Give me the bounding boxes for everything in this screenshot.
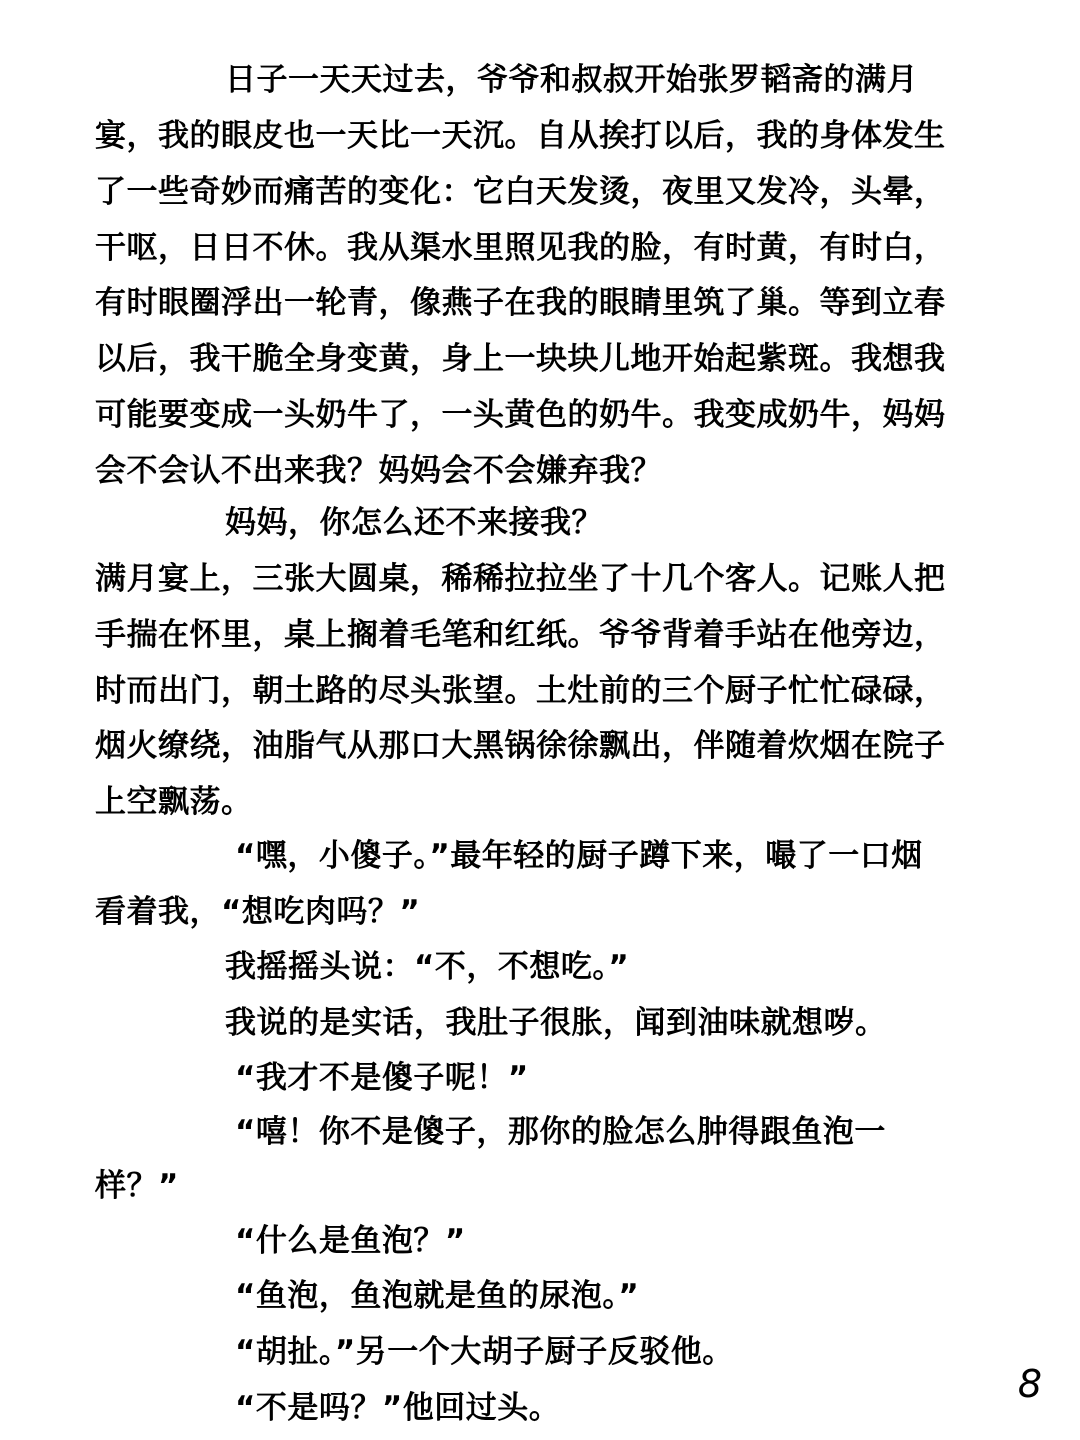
text-line: “嘻！你不是傻子，那你的脸怎么肿得跟鱼泡一 — [235, 1114, 886, 1150]
text-line: “胡扯。”另一个大胡子厨子反驳他。 — [235, 1334, 734, 1370]
text-line: “不是吗？”他回过头。 — [235, 1390, 561, 1426]
text-line: 满月宴上，三张大圆桌，稀稀拉拉坐了十几个客人。记账人把 — [95, 561, 946, 597]
text-line: “什么是鱼泡？” — [235, 1223, 466, 1259]
text-line: 看着我，“想吃肉吗？” — [95, 894, 421, 930]
text-line: 宴，我的眼皮也一天比一天沉。自从挨打以后，我的身体发生 — [95, 118, 946, 154]
text-line: 我说的是实话，我肚子很胀，闻到油味就想哕。 — [225, 1005, 887, 1041]
text-line: 了一些奇妙而痛苦的变化：它白天发烫，夜里又发冷，头晕， — [95, 174, 946, 210]
text-line: 我摇摇头说：“不，不想吃。” — [225, 949, 630, 985]
text-line: 以后，我干脆全身变黄，身上一块块儿地开始起紫斑。我想我 — [95, 341, 946, 377]
text-line: 烟火缭绕，油脂气从那口大黑锅徐徐飘出，伴随着炊烟在院子 — [95, 728, 946, 764]
page-number: 8 — [1017, 1362, 1042, 1406]
text-line: 时而出门，朝土路的尽头张望。土灶前的三个厨子忙忙碌碌， — [95, 673, 946, 709]
text-line: 手揣在怀里，桌上搁着毛笔和红纸。爷爷背着手站在他旁边， — [95, 617, 946, 653]
text-line: 会不会认不出来我？妈妈会不会嫌弃我？ — [95, 453, 662, 489]
text-line: 样？” — [95, 1168, 179, 1204]
text-line: 妈妈，你怎么还不来接我？ — [225, 505, 603, 541]
text-line: 干呕，日日不休。我从渠水里照见我的脸，有时黄，有时白， — [95, 230, 946, 266]
text-line: 可能要变成一头奶牛了，一头黄色的奶牛。我变成奶牛，妈妈 — [95, 397, 946, 433]
text-line: 有时眼圈浮出一轮青，像燕子在我的眼睛里筑了巢。等到立春 — [95, 285, 946, 321]
text-line: “嘿，小傻子。”最年轻的厨子蹲下来，嘬了一口烟 — [235, 838, 923, 874]
text-line: “我才不是傻子呢！” — [235, 1060, 529, 1096]
text-line: “鱼泡，鱼泡就是鱼的尿泡。” — [235, 1278, 640, 1314]
text-line: 上空飘荡。 — [95, 784, 253, 820]
text-line: 日子一天天过去，爷爷和叔叔开始张罗韬斋的满月 — [225, 62, 918, 98]
